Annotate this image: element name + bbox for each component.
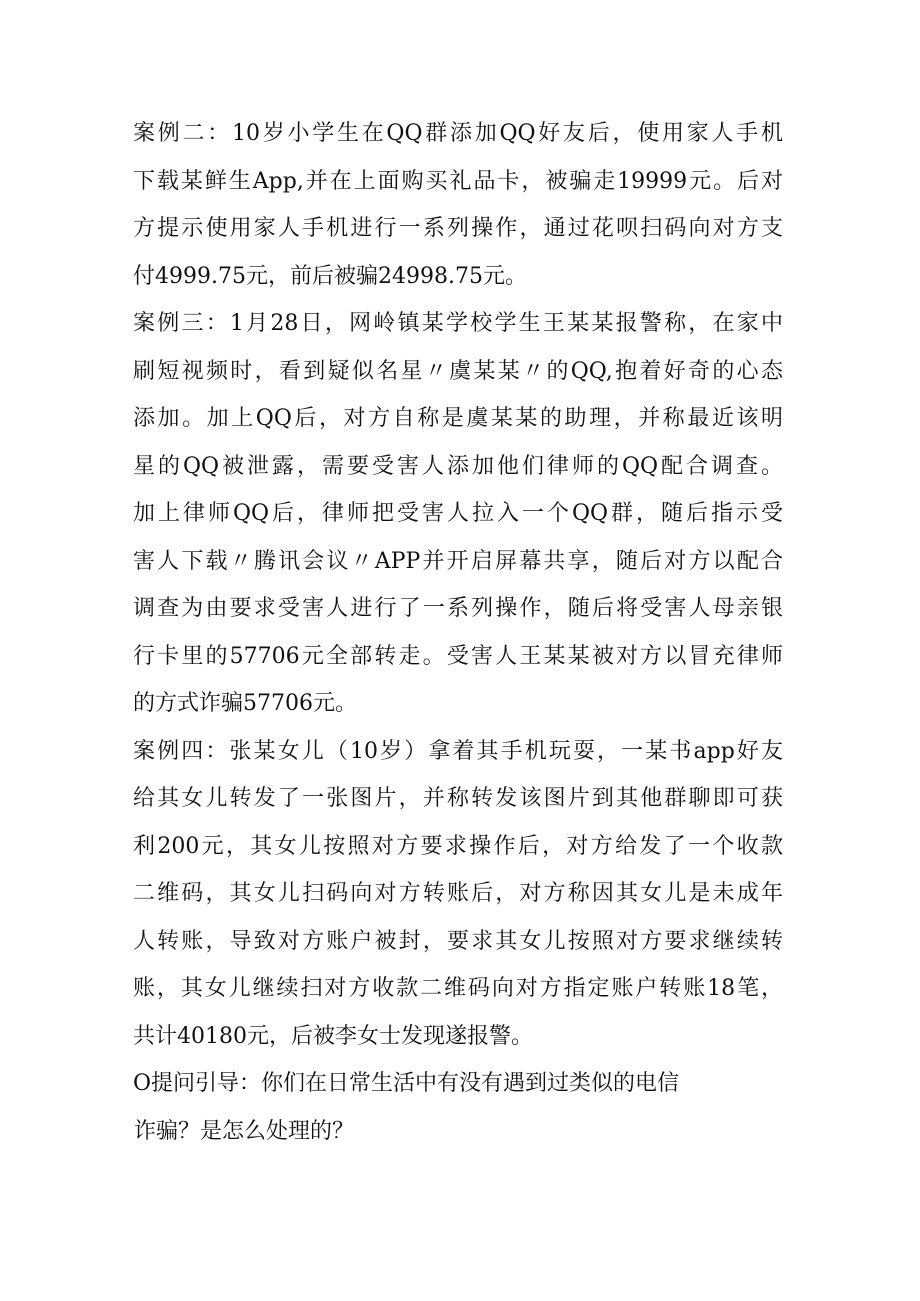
text-line: 共计40180元，后被李女士发现遂报警。 (133, 1023, 533, 1049)
question-line: 诈骗？是怎么处理的？ (134, 1118, 355, 1144)
text-line: 刷短视频时，看到疑似名星〃虞某某〃的QQ,抱着好奇的心态 (133, 358, 783, 384)
document-body (133, 110, 783, 1155)
text-line: 添加。加上QQ后，对方自称是虞某某的助理，并称最近该明 (133, 406, 783, 431)
text-line: 行卡里的57706元全部转走。受害人王某某被对方以冒充律师 (133, 643, 783, 669)
question-line: O提问引导：你们在日常生活中有没有遇到过类似的电信 (133, 1071, 680, 1096)
text-line: 人转账，导致对方账户被封，要求其女儿按照对方要求继续转 (133, 928, 783, 954)
text-line: 二维码，其女儿扫码向对方转账后，对方称因其女儿是未成年 (133, 881, 783, 906)
case-four-paragraph (133, 728, 783, 1061)
text-line: 案例二：10岁小学生在QQ群添加QQ好友后，使用家人手机 (133, 121, 783, 146)
text-line: 账，其女儿继续扫对方收款二维码向对方指定账户转账18笔， (133, 976, 783, 1001)
text-line: 调查为由要求受害人进行了一系列操作，随后将受害人母亲银 (133, 596, 783, 621)
text-line: 害人下载〃腾讯会议〃APP并开启屏幕共享，随后对方以配合 (133, 548, 783, 574)
text-line: 付4999.75元，前后被骗24998.75元。 (133, 263, 527, 289)
case-three-paragraph (133, 300, 783, 728)
text-line: 星的QQ被泄露，需要受害人添加他们律师的QQ配合调查。 (133, 453, 783, 479)
text-line: 下载某鲜生App,并在上面购买礼品卡，被骗走19999元。后对 (133, 168, 783, 194)
text-line: 案例四：张某女儿（10岁）拿着其手机玩耍，一某书app好友 (133, 738, 783, 764)
text-line: 给其女儿转发了一张图片，并称转发该图片到其他群聊即可获 (133, 786, 783, 811)
question-prompt (133, 1060, 783, 1155)
text-line: 加上律师QQ后，律师把受害人拉入一个QQ群，随后指示受 (133, 501, 783, 526)
text-line: 利200元，其女儿按照对方要求操作后，对方给发了一个收款 (133, 833, 783, 859)
text-line: 的方式诈骗57706元。 (133, 691, 357, 716)
text-line: 方提示使用家人手机进行一系列操作，通过花呗扫码向对方支 (133, 216, 783, 241)
case-two-paragraph (133, 110, 783, 300)
text-line: 案例三：1月28日，网岭镇某学校学生王某某报警称，在家中 (133, 311, 783, 336)
